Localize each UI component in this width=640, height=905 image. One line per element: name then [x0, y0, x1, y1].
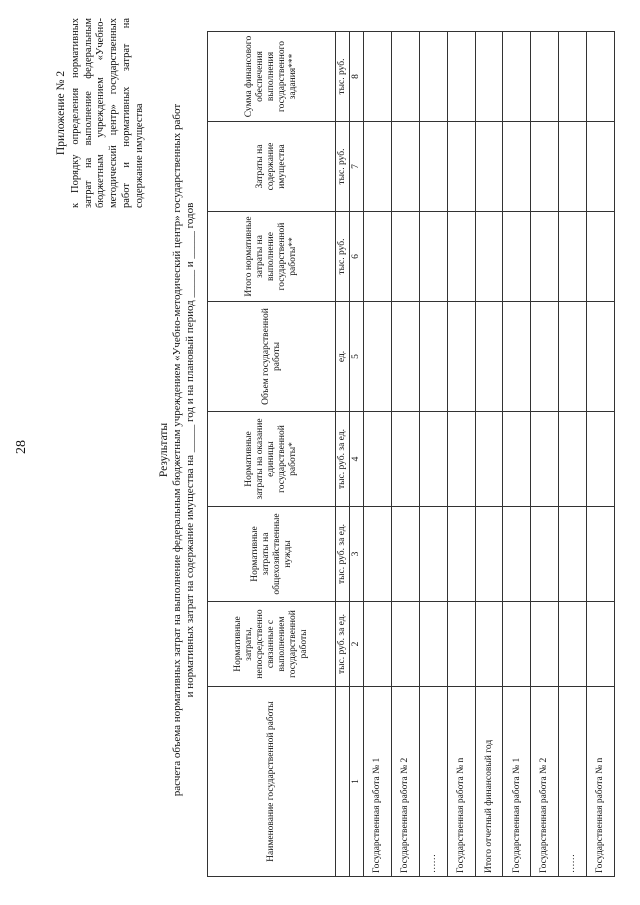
row-label: Государственная работа № 1 — [503, 687, 531, 877]
table-cell — [447, 212, 475, 302]
table-cell — [587, 32, 615, 122]
table-cell — [503, 122, 531, 212]
table-cell — [559, 302, 587, 412]
table-cell — [447, 302, 475, 412]
column-number: 7 — [350, 122, 364, 212]
table-cell — [587, 212, 615, 302]
table-cell — [531, 122, 559, 212]
appendix-block — [55, 18, 147, 208]
table-cell — [587, 602, 615, 687]
header-row — [208, 32, 336, 877]
table-cell — [559, 602, 587, 687]
table-cell — [364, 302, 392, 412]
table-cell — [447, 32, 475, 122]
table-cell — [391, 122, 419, 212]
table-cell — [419, 412, 447, 507]
row-label: …… — [419, 687, 447, 877]
table-row — [364, 32, 392, 877]
unit-cell: тыс. руб. за ед. — [336, 602, 350, 687]
table-cell — [364, 212, 392, 302]
column-number: 1 — [350, 687, 364, 877]
table-cell — [559, 122, 587, 212]
unit-cell: тыс. руб. — [336, 122, 350, 212]
header-cell: Наименование государственной работы — [208, 687, 336, 877]
table-cell — [391, 32, 419, 122]
row-label: Государственная работа № n — [587, 687, 615, 877]
table-cell — [531, 212, 559, 302]
table-cell — [559, 32, 587, 122]
column-number: 2 — [350, 602, 364, 687]
row-label: Итого отчетный финансовый год — [475, 687, 503, 877]
table-cell — [364, 602, 392, 687]
header-cell: Затраты на содержание имущества — [208, 122, 336, 212]
table-cell — [475, 212, 503, 302]
document-title-block — [158, 35, 197, 865]
table-cell — [364, 122, 392, 212]
unit-cell: тыс. руб. за ед. — [336, 412, 350, 507]
unit-cell — [336, 687, 350, 877]
row-label: Государственная работа № n — [447, 687, 475, 877]
table-row — [419, 32, 447, 877]
row-label: Государственная работа № 2 — [391, 687, 419, 877]
table-cell — [531, 32, 559, 122]
table-cell — [559, 412, 587, 507]
table-cell — [531, 302, 559, 412]
table-cell — [531, 412, 559, 507]
table-cell — [587, 302, 615, 412]
header-cell: Итого нормативные затраты на выполнение государственной работы** — [208, 212, 336, 302]
table-cell — [447, 122, 475, 212]
table-cell — [364, 412, 392, 507]
row-label: Государственная работа № 2 — [531, 687, 559, 877]
table-cell — [587, 122, 615, 212]
column-number: 5 — [350, 302, 364, 412]
appendix-text: к Порядку определения нормативных затрат на выполнение федеральным бюджетным учреждением «Учебно-методический центр» государственных работ и нормативных затрат на содержание имущества — [69, 18, 145, 208]
unit-cell: тыс. руб. за ед. — [336, 507, 350, 602]
row-label: Государственная работа № 1 — [364, 687, 392, 877]
table-cell — [531, 602, 559, 687]
results-table — [207, 31, 615, 877]
appendix-title: Приложение № 2 — [55, 70, 67, 156]
table-row — [447, 32, 475, 877]
units-row — [336, 32, 350, 877]
table-cell — [364, 507, 392, 602]
table-cell — [419, 32, 447, 122]
table-cell — [419, 212, 447, 302]
table-cell — [391, 412, 419, 507]
page-number: 28 — [14, 440, 29, 454]
table-row — [503, 32, 531, 877]
table-cell — [503, 212, 531, 302]
header-cell: Сумма финансового обеспечения выполнения государственного задания*** — [208, 32, 336, 122]
table-cell — [503, 32, 531, 122]
table-cell — [503, 507, 531, 602]
table-cell — [391, 302, 419, 412]
table-cell — [391, 602, 419, 687]
document-subtitle-line-2: и нормативных затрат на содержание имущества на _____ год и на плановый период _____ и _____ годов — [184, 202, 196, 698]
column-number: 3 — [350, 507, 364, 602]
table-cell — [419, 302, 447, 412]
column-number: 6 — [350, 212, 364, 302]
row-label: …… — [559, 687, 587, 877]
column-number: 8 — [350, 32, 364, 122]
table-cell — [503, 412, 531, 507]
header-cell: Нормативные затраты, непосредственно связанные с выполнением государственной работы — [208, 602, 336, 687]
table-row — [587, 32, 615, 877]
table-cell — [475, 122, 503, 212]
table-cell — [587, 507, 615, 602]
column-number-row — [350, 32, 364, 877]
table-cell — [447, 602, 475, 687]
table-cell — [475, 302, 503, 412]
table-cell — [364, 32, 392, 122]
table-cell — [475, 602, 503, 687]
table-row — [391, 32, 419, 877]
table-cell — [559, 212, 587, 302]
table-cell — [419, 602, 447, 687]
table-row — [531, 32, 559, 877]
column-number: 4 — [350, 412, 364, 507]
table-cell — [419, 122, 447, 212]
table-cell — [475, 507, 503, 602]
header-cell: Объем государственной работы — [208, 302, 336, 412]
table-row — [559, 32, 587, 877]
table-cell — [559, 507, 587, 602]
header-cell: Нормативные затраты на оказание единицы государственной работы* — [208, 412, 336, 507]
document-subtitle-line-1: расчета объема нормативных затрат на выполнение федеральным бюджетным учреждением «Учебно-методический центр» государственных работ — [171, 103, 183, 797]
table-cell — [503, 602, 531, 687]
table-cell — [531, 507, 559, 602]
table-cell — [391, 507, 419, 602]
table-cell — [447, 412, 475, 507]
unit-cell: тыс. руб. — [336, 32, 350, 122]
table-row — [475, 32, 503, 877]
unit-cell: тыс. руб. — [336, 212, 350, 302]
table-cell — [587, 412, 615, 507]
table-cell — [475, 32, 503, 122]
document-title: Результаты — [158, 422, 170, 478]
table-cell — [419, 507, 447, 602]
table-cell — [447, 507, 475, 602]
header-cell: Нормативные затраты на общехозяйственные нужды — [208, 507, 336, 602]
unit-cell: ед. — [336, 302, 350, 412]
table-cell — [475, 412, 503, 507]
table-cell — [503, 302, 531, 412]
table-cell — [391, 212, 419, 302]
